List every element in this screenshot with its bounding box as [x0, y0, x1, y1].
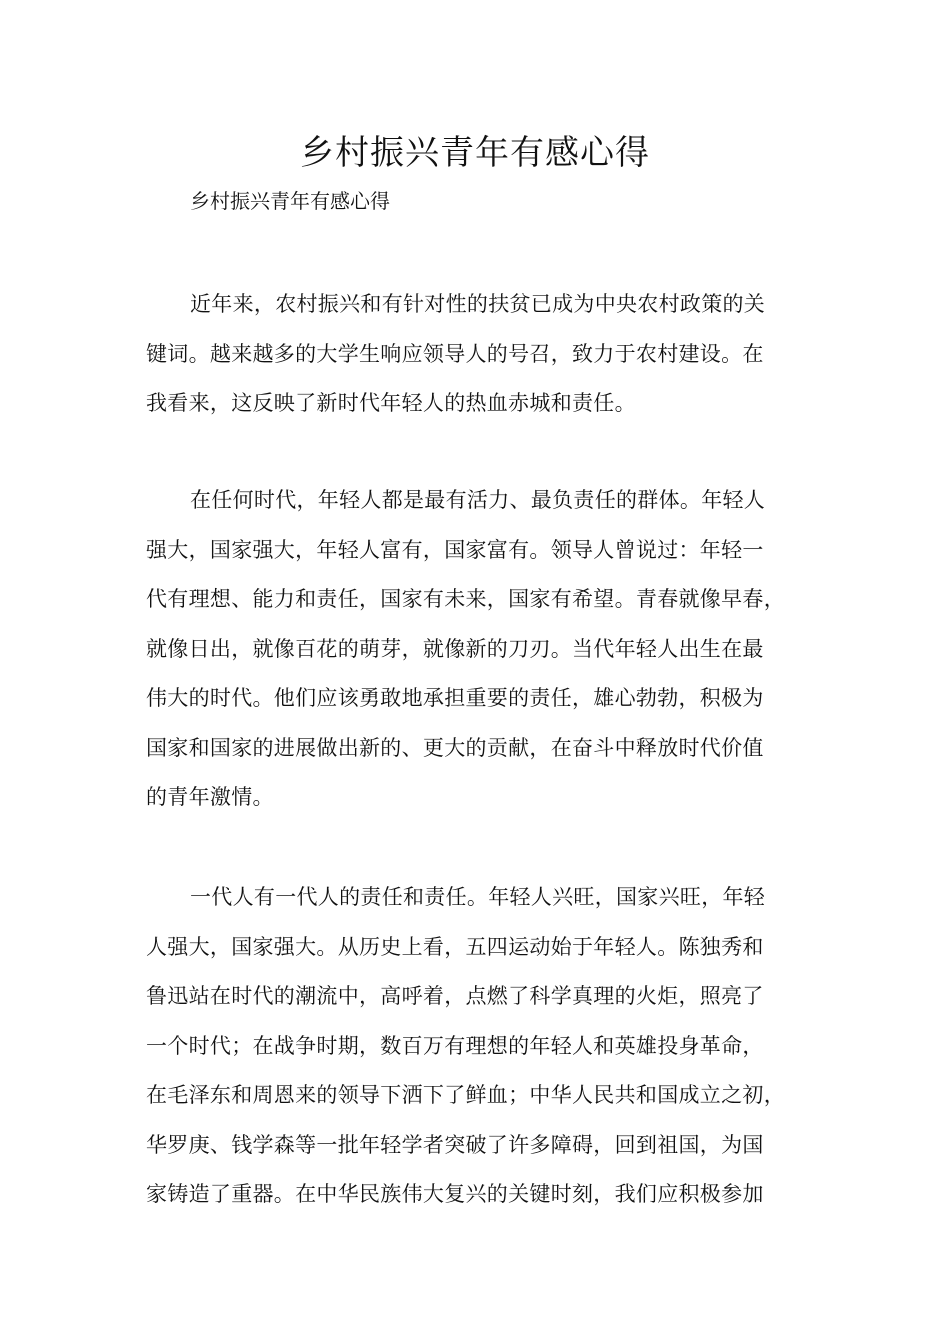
- paragraph-line: 家铸造了重器。在中华民族伟大复兴的关键时刻，我们应积极参加: [146, 1182, 764, 1206]
- paragraph-line: 代有理想、能力和责任，国家有未来，国家有希望。青春就像早春，: [146, 587, 785, 611]
- paragraph-line: 强大，国家强大，年轻人富有，国家富有。领导人曾说过：年轻一: [146, 537, 764, 562]
- paragraph-line: 近年来，农村振兴和有针对性的扶贫已成为中央农村政策的关: [190, 292, 766, 316]
- document-title: 乡村振兴青年有感心得: [300, 133, 650, 173]
- paragraph-line: 伟大的时代。他们应该勇敢地承担重要的责任，雄心勃勃，积极为: [146, 686, 764, 710]
- paragraph-line: 一代人有一代人的责任和责任。年轻人兴旺，国家兴旺，年轻: [190, 885, 766, 909]
- paragraph-3: [146, 873, 818, 1220]
- paragraph-line: 的青年激情。: [146, 785, 274, 809]
- paragraph-line: 国家和国家的进展做出新的、更大的贡献，在奋斗中释放时代价值: [146, 735, 764, 760]
- paragraph-2: [146, 476, 818, 823]
- document-subtitle: 乡村振兴青年有感心得: [190, 189, 390, 213]
- paragraph-line: 我看来，这反映了新时代年轻人的热血赤城和责任。: [146, 391, 636, 415]
- paragraph-line: 在毛泽东和周恩来的领导下洒下了鲜血；中华人民共和国成立之初，: [146, 1083, 785, 1107]
- paragraph-line: 就像日出，就像百花的萌芽，就像新的刀刃。当代年轻人出生在最: [146, 636, 764, 661]
- paragraph-1: [146, 280, 818, 429]
- paragraph-line: 鲁迅站在时代的潮流中，高呼着，点燃了科学真理的火炬，照亮了: [146, 984, 764, 1008]
- paragraph-line: 键词。越来越多的大学生响应领导人的号召，致力于农村建设。在: [146, 341, 764, 366]
- paragraph-line: 在任何时代，年轻人都是最有活力、最负责任的群体。年轻人: [190, 488, 766, 512]
- paragraph-line: 华罗庚、钱学森等一批年轻学者突破了许多障碍，回到祖国，为国: [146, 1132, 764, 1157]
- paragraph-line: 人强大，国家强大。从历史上看，五四运动始于年轻人。陈独秀和: [146, 934, 764, 959]
- paragraph-line: 一个时代；在战争时期，数百万有理想的年轻人和英雄投身革命，: [146, 1033, 764, 1058]
